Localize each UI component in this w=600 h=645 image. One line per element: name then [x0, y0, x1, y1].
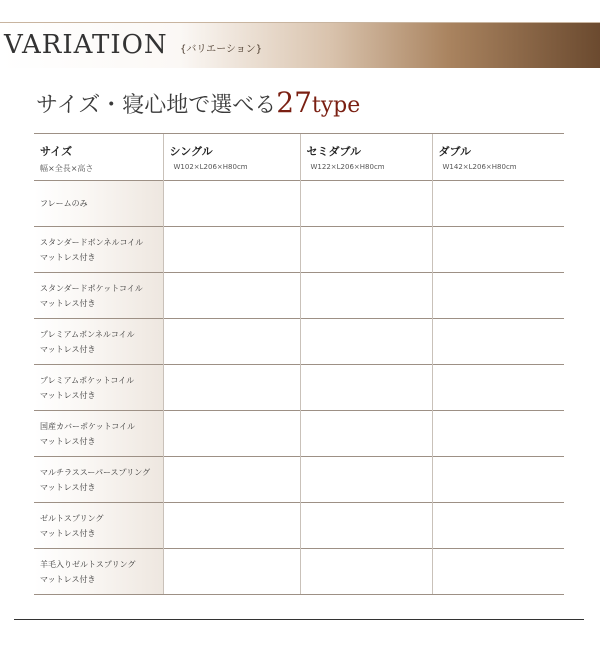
table-row — [34, 319, 564, 365]
row-label — [34, 365, 163, 411]
price-cell — [300, 181, 432, 227]
column-name: セミダブル — [306, 145, 362, 158]
row-label-line1: 国産カバーポケットコイル — [40, 421, 136, 431]
price-cell — [300, 503, 432, 549]
row-label-line2: マットレス付き — [40, 298, 96, 308]
price-cell — [300, 227, 432, 273]
bottom-divider — [14, 619, 584, 620]
row-label — [34, 227, 163, 273]
price-cell — [432, 549, 564, 595]
row-label-line2: マットレス付き — [40, 574, 96, 584]
header-label: サイズ — [40, 145, 73, 158]
header-column-double — [432, 134, 564, 181]
row-label — [34, 273, 163, 319]
price-cell — [432, 365, 564, 411]
row-label-line1: プレミアムポケットコイル — [40, 375, 135, 385]
banner-subtitle: {バリエーション} — [180, 44, 263, 55]
row-label-line2: マットレス付き — [40, 344, 96, 354]
headline-text: サイズ・寝心地で選べる — [36, 93, 277, 118]
price-cell — [432, 503, 564, 549]
table-row — [34, 503, 564, 549]
header-dims: 幅×全長×高さ — [40, 164, 94, 173]
price-cell — [163, 365, 300, 411]
price-cell — [163, 319, 300, 365]
price-cell — [163, 411, 300, 457]
price-cell — [300, 273, 432, 319]
price-cell — [163, 227, 300, 273]
row-label-line1: フレームのみ — [40, 199, 88, 208]
column-size: W122×L206×H80cm — [310, 163, 385, 171]
row-label — [34, 457, 163, 503]
header-column-single — [163, 134, 300, 181]
price-cell — [300, 549, 432, 595]
price-cell — [300, 411, 432, 457]
table-row — [34, 227, 564, 273]
row-label-line2: マットレス付き — [40, 436, 96, 446]
banner-title: VARIATION — [4, 30, 168, 60]
row-label-line1: ゼルトスプリング — [40, 513, 104, 523]
row-label-line1: プレミアムボンネルコイル — [40, 329, 135, 339]
table-header-row — [34, 134, 564, 181]
row-label-line2: マットレス付き — [40, 390, 96, 400]
row-label — [34, 181, 163, 227]
row-label-line1: マルチラススーパースプリング — [40, 467, 151, 477]
headline-number: 27 — [276, 86, 312, 119]
table-row — [34, 457, 564, 503]
headline — [36, 86, 360, 119]
table-row — [34, 411, 564, 457]
row-label — [34, 503, 163, 549]
row-label-line1: スタンダードボンネルコイル — [40, 237, 144, 247]
row-label-line2: マットレス付き — [40, 482, 96, 492]
price-cell — [432, 457, 564, 503]
table-row — [34, 549, 564, 595]
price-cell — [300, 457, 432, 503]
row-label — [34, 549, 163, 595]
column-size: W142×L206×H80cm — [442, 163, 517, 171]
price-cell — [163, 549, 300, 595]
price-cell — [300, 319, 432, 365]
price-cell — [432, 227, 564, 273]
column-size: W102×L206×H80cm — [173, 163, 248, 171]
row-label — [34, 411, 163, 457]
headline-suffix: type — [311, 93, 361, 118]
price-cell — [432, 411, 564, 457]
banner-top-line — [0, 22, 600, 23]
table-row — [34, 273, 564, 319]
row-label-line1: スタンダードポケットコイル — [40, 283, 143, 293]
row-label-line2: マットレス付き — [40, 252, 96, 262]
header-size-label — [34, 134, 163, 181]
price-cell — [432, 181, 564, 227]
price-cell — [163, 273, 300, 319]
price-cell — [432, 273, 564, 319]
row-label — [34, 319, 163, 365]
price-cell — [163, 503, 300, 549]
price-cell — [163, 457, 300, 503]
header-column-semi-double — [300, 134, 432, 181]
variation-table — [34, 133, 564, 595]
price-cell — [432, 319, 564, 365]
column-name: ダブル — [438, 145, 472, 158]
table-row — [34, 365, 564, 411]
row-label-line2: マットレス付き — [40, 528, 96, 538]
price-cell — [163, 181, 300, 227]
price-cell — [300, 365, 432, 411]
column-name: シングル — [169, 145, 213, 158]
row-label-line1: 羊毛入りゼルトスプリング — [40, 559, 136, 569]
table-row — [34, 181, 564, 227]
